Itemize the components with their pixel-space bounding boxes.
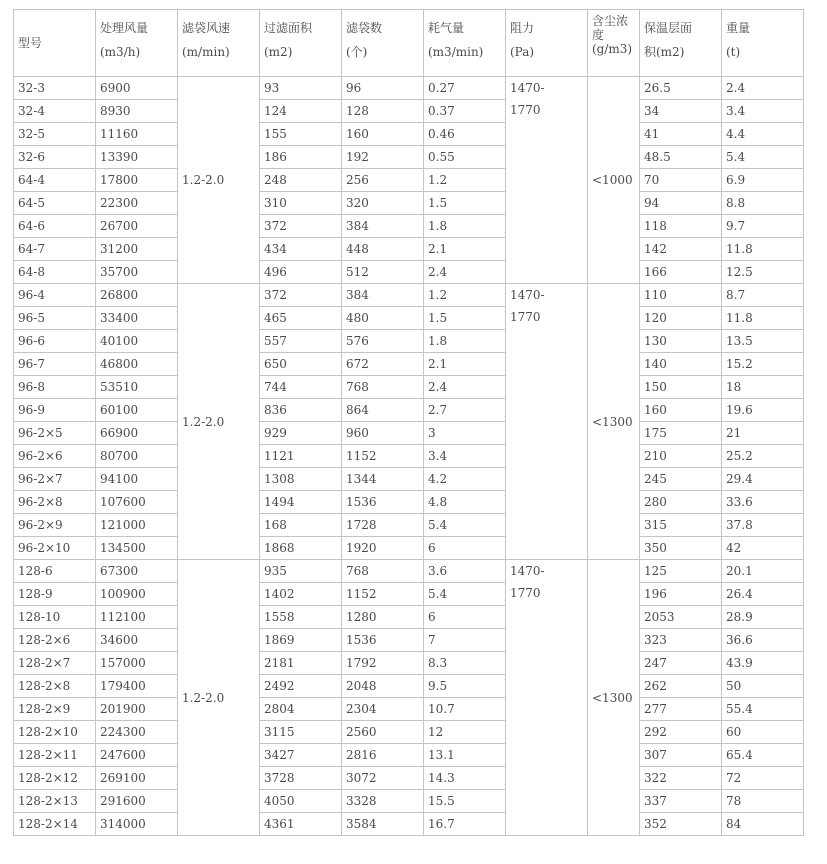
cell-airflow: 179400 [96, 675, 178, 698]
cell-airflow: 66900 [96, 422, 178, 445]
cell-model: 32-4 [14, 100, 96, 123]
cell-model: 128-2×9 [14, 698, 96, 721]
cell-air-consumption: 12 [424, 721, 506, 744]
header-row [14, 10, 804, 77]
cell-air-consumption: 13.1 [424, 744, 506, 767]
cell-model: 128-2×10 [14, 721, 96, 744]
cell-air-consumption: 8.3 [424, 652, 506, 675]
cell-insulation-area: 196 [640, 583, 722, 606]
cell-air-consumption: 1.2 [424, 169, 506, 192]
cell-filter-area: 1558 [260, 606, 342, 629]
cell-air-consumption: 16.7 [424, 813, 506, 836]
cell-air-consumption: 2.4 [424, 261, 506, 284]
cell-air-consumption: 0.27 [424, 77, 506, 100]
cell-air-consumption: 9.5 [424, 675, 506, 698]
cell-filter-area: 3728 [260, 767, 342, 790]
cell-air-consumption: 7 [424, 629, 506, 652]
cell-airflow: 80700 [96, 445, 178, 468]
cell-airflow: 53510 [96, 376, 178, 399]
resistance-line-2: 1770 [510, 103, 541, 117]
table-row [14, 123, 804, 146]
cell-weight: 8.7 [722, 284, 804, 307]
table-row [14, 767, 804, 790]
table-row [14, 813, 804, 836]
cell-insulation-area: 120 [640, 307, 722, 330]
cell-bag-count: 2304 [342, 698, 424, 721]
cell-airflow: 247600 [96, 744, 178, 767]
cell-airflow: 224300 [96, 721, 178, 744]
cell-weight: 15.2 [722, 353, 804, 376]
cell-insulation-area: 352 [640, 813, 722, 836]
cell-insulation-area: 125 [640, 560, 722, 583]
cell-model: 128-10 [14, 606, 96, 629]
cell-insulation-area: 245 [640, 468, 722, 491]
cell-bag-count: 1728 [342, 514, 424, 537]
cell-air-consumption: 3 [424, 422, 506, 445]
cell-filter-area: 186 [260, 146, 342, 169]
cell-insulation-area: 277 [640, 698, 722, 721]
cell-resistance [506, 77, 588, 284]
cell-bag-count: 384 [342, 215, 424, 238]
cell-insulation-area: 140 [640, 353, 722, 376]
cell-model: 128-6 [14, 560, 96, 583]
cell-air-consumption: 0.37 [424, 100, 506, 123]
cell-airflow: 112100 [96, 606, 178, 629]
cell-model: 32-5 [14, 123, 96, 146]
cell-airflow: 33400 [96, 307, 178, 330]
cell-bag-count: 2816 [342, 744, 424, 767]
cell-air-consumption: 6 [424, 537, 506, 560]
cell-air-consumption: 1.5 [424, 192, 506, 215]
cell-bag-count: 960 [342, 422, 424, 445]
table-row [14, 353, 804, 376]
cell-model: 128-2×14 [14, 813, 96, 836]
cell-weight: 37.8 [722, 514, 804, 537]
cell-weight: 4.4 [722, 123, 804, 146]
cell-bag-count: 160 [342, 123, 424, 146]
table-row [14, 330, 804, 353]
table-row [14, 560, 804, 583]
cell-model: 64-5 [14, 192, 96, 215]
resistance-line-2: 1770 [510, 310, 541, 324]
cell-air-consumption: 3.4 [424, 445, 506, 468]
cell-model: 96-9 [14, 399, 96, 422]
cell-filter-area: 496 [260, 261, 342, 284]
cell-bag-count: 2048 [342, 675, 424, 698]
table-row [14, 238, 804, 261]
header-model: 型号 [14, 10, 96, 77]
cell-air-consumption: 2.1 [424, 238, 506, 261]
cell-bag-count: 768 [342, 376, 424, 399]
cell-airflow: 11160 [96, 123, 178, 146]
cell-filter-area: 4050 [260, 790, 342, 813]
cell-airflow: 40100 [96, 330, 178, 353]
cell-insulation-area: 160 [640, 399, 722, 422]
cell-insulation-area: 210 [640, 445, 722, 468]
cell-air-consumption: 15.5 [424, 790, 506, 813]
cell-insulation-area: 307 [640, 744, 722, 767]
cell-insulation-area: 130 [640, 330, 722, 353]
cell-air-consumption: 0.55 [424, 146, 506, 169]
cell-model: 96-5 [14, 307, 96, 330]
cell-airflow: 67300 [96, 560, 178, 583]
cell-insulation-area: 323 [640, 629, 722, 652]
cell-model: 96-2×8 [14, 491, 96, 514]
cell-weight: 42 [722, 537, 804, 560]
cell-model: 96-2×9 [14, 514, 96, 537]
cell-weight: 78 [722, 790, 804, 813]
resistance-line-1: 1470- [510, 288, 545, 302]
cell-bag-count: 480 [342, 307, 424, 330]
cell-air-consumption: 1.2 [424, 284, 506, 307]
header-bag-count: 滤袋数 (个) [342, 10, 424, 77]
resistance-line-1: 1470- [510, 564, 545, 578]
cell-bag-count: 1920 [342, 537, 424, 560]
cell-model: 96-2×6 [14, 445, 96, 468]
cell-airflow: 314000 [96, 813, 178, 836]
cell-weight: 60 [722, 721, 804, 744]
cell-airflow: 269100 [96, 767, 178, 790]
cell-filter-area: 1402 [260, 583, 342, 606]
resistance-line-2: 1770 [510, 586, 541, 600]
cell-air-consumption: 6 [424, 606, 506, 629]
cell-filter-area: 935 [260, 560, 342, 583]
cell-airflow: 22300 [96, 192, 178, 215]
cell-air-consumption: 2.1 [424, 353, 506, 376]
cell-airflow: 100900 [96, 583, 178, 606]
cell-weight: 29.4 [722, 468, 804, 491]
cell-weight: 9.7 [722, 215, 804, 238]
cell-airflow: 46800 [96, 353, 178, 376]
cell-bag-count: 3584 [342, 813, 424, 836]
cell-filter-area: 2181 [260, 652, 342, 675]
cell-filter-area: 2804 [260, 698, 342, 721]
cell-filter-area: 1868 [260, 537, 342, 560]
cell-model: 64-7 [14, 238, 96, 261]
cell-bag-speed: 1.2-2.0 [178, 77, 260, 284]
cell-weight: 5.4 [722, 146, 804, 169]
cell-filter-area: 3115 [260, 721, 342, 744]
cell-weight: 11.8 [722, 307, 804, 330]
table-row [14, 422, 804, 445]
cell-air-consumption: 14.3 [424, 767, 506, 790]
cell-bag-count: 512 [342, 261, 424, 284]
cell-model: 128-2×13 [14, 790, 96, 813]
cell-bag-count: 768 [342, 560, 424, 583]
cell-air-consumption: 4.2 [424, 468, 506, 491]
cell-filter-area: 1494 [260, 491, 342, 514]
table-row [14, 721, 804, 744]
cell-bag-speed: 1.2-2.0 [178, 560, 260, 836]
cell-bag-count: 192 [342, 146, 424, 169]
table-row [14, 652, 804, 675]
cell-filter-area: 836 [260, 399, 342, 422]
cell-airflow: 13390 [96, 146, 178, 169]
cell-filter-area: 2492 [260, 675, 342, 698]
cell-weight: 50 [722, 675, 804, 698]
cell-weight: 18 [722, 376, 804, 399]
cell-airflow: 291600 [96, 790, 178, 813]
cell-filter-area: 3427 [260, 744, 342, 767]
cell-airflow: 26800 [96, 284, 178, 307]
cell-model: 96-7 [14, 353, 96, 376]
cell-model: 128-2×7 [14, 652, 96, 675]
cell-weight: 26.4 [722, 583, 804, 606]
table-row [14, 744, 804, 767]
cell-resistance [506, 560, 588, 836]
table-row [14, 606, 804, 629]
cell-insulation-area: 48.5 [640, 146, 722, 169]
cell-bag-count: 1792 [342, 652, 424, 675]
cell-insulation-area: 292 [640, 721, 722, 744]
cell-bag-count: 2560 [342, 721, 424, 744]
cell-model: 96-6 [14, 330, 96, 353]
cell-insulation-area: 166 [640, 261, 722, 284]
cell-model: 64-8 [14, 261, 96, 284]
cell-air-consumption: 3.6 [424, 560, 506, 583]
cell-insulation-area: 142 [640, 238, 722, 261]
cell-bag-count: 320 [342, 192, 424, 215]
cell-filter-area: 434 [260, 238, 342, 261]
cell-insulation-area: 315 [640, 514, 722, 537]
cell-weight: 11.8 [722, 238, 804, 261]
cell-bag-count: 672 [342, 353, 424, 376]
cell-airflow: 121000 [96, 514, 178, 537]
table-row [14, 790, 804, 813]
cell-weight: 12.5 [722, 261, 804, 284]
table-row [14, 583, 804, 606]
cell-insulation-area: 26.5 [640, 77, 722, 100]
cell-filter-area: 155 [260, 123, 342, 146]
cell-airflow: 134500 [96, 537, 178, 560]
cell-weight: 72 [722, 767, 804, 790]
cell-air-consumption: 10.7 [424, 698, 506, 721]
cell-bag-speed: 1.2-2.0 [178, 284, 260, 560]
cell-airflow: 60100 [96, 399, 178, 422]
cell-bag-count: 448 [342, 238, 424, 261]
cell-airflow: 107600 [96, 491, 178, 514]
cell-weight: 3.4 [722, 100, 804, 123]
cell-filter-area: 1869 [260, 629, 342, 652]
cell-bag-count: 1152 [342, 583, 424, 606]
cell-weight: 43.9 [722, 652, 804, 675]
cell-filter-area: 465 [260, 307, 342, 330]
cell-filter-area: 124 [260, 100, 342, 123]
cell-insulation-area: 118 [640, 215, 722, 238]
cell-model: 128-2×12 [14, 767, 96, 790]
cell-insulation-area: 150 [640, 376, 722, 399]
cell-insulation-area: 2053 [640, 606, 722, 629]
cell-weight: 8.8 [722, 192, 804, 215]
cell-weight: 36.6 [722, 629, 804, 652]
cell-model: 128-2×6 [14, 629, 96, 652]
cell-insulation-area: 41 [640, 123, 722, 146]
cell-airflow: 35700 [96, 261, 178, 284]
spec-table [13, 9, 804, 836]
cell-bag-count: 1344 [342, 468, 424, 491]
resistance-line-1: 1470- [510, 81, 545, 95]
cell-airflow: 31200 [96, 238, 178, 261]
table-row [14, 100, 804, 123]
cell-weight: 84 [722, 813, 804, 836]
table-row [14, 261, 804, 284]
cell-weight: 25.2 [722, 445, 804, 468]
cell-filter-area: 4361 [260, 813, 342, 836]
cell-weight: 13.5 [722, 330, 804, 353]
cell-model: 96-4 [14, 284, 96, 307]
table-row [14, 698, 804, 721]
table-row [14, 376, 804, 399]
cell-bag-count: 3328 [342, 790, 424, 813]
cell-weight: 21 [722, 422, 804, 445]
cell-airflow: 8930 [96, 100, 178, 123]
cell-filter-area: 929 [260, 422, 342, 445]
cell-insulation-area: 350 [640, 537, 722, 560]
header-bag-speed: 滤袋风速 (m/min) [178, 10, 260, 77]
cell-insulation-area: 262 [640, 675, 722, 698]
cell-air-consumption: 1.5 [424, 307, 506, 330]
cell-filter-area: 93 [260, 77, 342, 100]
cell-filter-area: 168 [260, 514, 342, 537]
cell-airflow: 201900 [96, 698, 178, 721]
cell-model: 128-2×8 [14, 675, 96, 698]
cell-bag-count: 1536 [342, 629, 424, 652]
cell-insulation-area: 322 [640, 767, 722, 790]
cell-bag-count: 864 [342, 399, 424, 422]
table-row [14, 77, 804, 100]
cell-insulation-area: 34 [640, 100, 722, 123]
cell-dust-concentration: <1000 [588, 77, 640, 284]
cell-insulation-area: 110 [640, 284, 722, 307]
table-row [14, 146, 804, 169]
cell-air-consumption: 5.4 [424, 514, 506, 537]
cell-airflow: 26700 [96, 215, 178, 238]
table-row [14, 514, 804, 537]
cell-filter-area: 1121 [260, 445, 342, 468]
cell-bag-count: 576 [342, 330, 424, 353]
cell-weight: 28.9 [722, 606, 804, 629]
cell-insulation-area: 94 [640, 192, 722, 215]
cell-bag-count: 1536 [342, 491, 424, 514]
cell-airflow: 6900 [96, 77, 178, 100]
cell-air-consumption: 5.4 [424, 583, 506, 606]
cell-filter-area: 557 [260, 330, 342, 353]
cell-bag-count: 256 [342, 169, 424, 192]
table-row [14, 215, 804, 238]
table-row [14, 675, 804, 698]
cell-model: 128-9 [14, 583, 96, 606]
cell-insulation-area: 337 [640, 790, 722, 813]
cell-model: 64-6 [14, 215, 96, 238]
cell-filter-area: 744 [260, 376, 342, 399]
cell-model: 32-6 [14, 146, 96, 169]
cell-filter-area: 650 [260, 353, 342, 376]
cell-model: 96-2×7 [14, 468, 96, 491]
cell-insulation-area: 280 [640, 491, 722, 514]
cell-weight: 65.4 [722, 744, 804, 767]
cell-air-consumption: 1.8 [424, 215, 506, 238]
cell-weight: 55.4 [722, 698, 804, 721]
cell-weight: 20.1 [722, 560, 804, 583]
table-row [14, 169, 804, 192]
table-row [14, 399, 804, 422]
cell-insulation-area: 175 [640, 422, 722, 445]
table-row [14, 445, 804, 468]
cell-weight: 19.6 [722, 399, 804, 422]
cell-airflow: 17800 [96, 169, 178, 192]
cell-filter-area: 372 [260, 215, 342, 238]
cell-model: 64-4 [14, 169, 96, 192]
cell-model: 96-2×10 [14, 537, 96, 560]
cell-model: 96-2×5 [14, 422, 96, 445]
cell-filter-area: 310 [260, 192, 342, 215]
table-row [14, 537, 804, 560]
header-airflow: 处理风量 (m3/h) [96, 10, 178, 77]
table-row [14, 491, 804, 514]
cell-air-consumption: 4.8 [424, 491, 506, 514]
table-row [14, 192, 804, 215]
cell-dust-concentration: <1300 [588, 560, 640, 836]
cell-filter-area: 248 [260, 169, 342, 192]
cell-model: 96-8 [14, 376, 96, 399]
cell-air-consumption: 1.8 [424, 330, 506, 353]
cell-filter-area: 1308 [260, 468, 342, 491]
cell-air-consumption: 2.4 [424, 376, 506, 399]
cell-filter-area: 372 [260, 284, 342, 307]
cell-resistance [506, 284, 588, 560]
table-row [14, 629, 804, 652]
cell-weight: 33.6 [722, 491, 804, 514]
cell-model: 128-2×11 [14, 744, 96, 767]
cell-bag-count: 3072 [342, 767, 424, 790]
header-dust-concentration: 含尘浓度 (g/m3) [588, 10, 640, 77]
cell-air-consumption: 2.7 [424, 399, 506, 422]
header-insulation-area: 保温层面 积(m2) [640, 10, 722, 77]
table-row [14, 284, 804, 307]
header-weight: 重量 (t) [722, 10, 804, 77]
cell-insulation-area: 247 [640, 652, 722, 675]
cell-bag-count: 96 [342, 77, 424, 100]
table-row [14, 307, 804, 330]
cell-insulation-area: 70 [640, 169, 722, 192]
cell-bag-count: 1280 [342, 606, 424, 629]
cell-bag-count: 384 [342, 284, 424, 307]
cell-air-consumption: 0.46 [424, 123, 506, 146]
cell-weight: 6.9 [722, 169, 804, 192]
header-air-consumption: 耗气量 (m3/min) [424, 10, 506, 77]
cell-bag-count: 128 [342, 100, 424, 123]
cell-airflow: 157000 [96, 652, 178, 675]
cell-bag-count: 1152 [342, 445, 424, 468]
cell-dust-concentration: <1300 [588, 284, 640, 560]
cell-airflow: 34600 [96, 629, 178, 652]
header-resistance: 阻力 (Pa) [506, 10, 588, 77]
table-body [14, 77, 804, 836]
cell-model: 32-3 [14, 77, 96, 100]
cell-weight: 2.4 [722, 77, 804, 100]
header-filter-area: 过滤面积 (m2) [260, 10, 342, 77]
cell-airflow: 94100 [96, 468, 178, 491]
table-row [14, 468, 804, 491]
